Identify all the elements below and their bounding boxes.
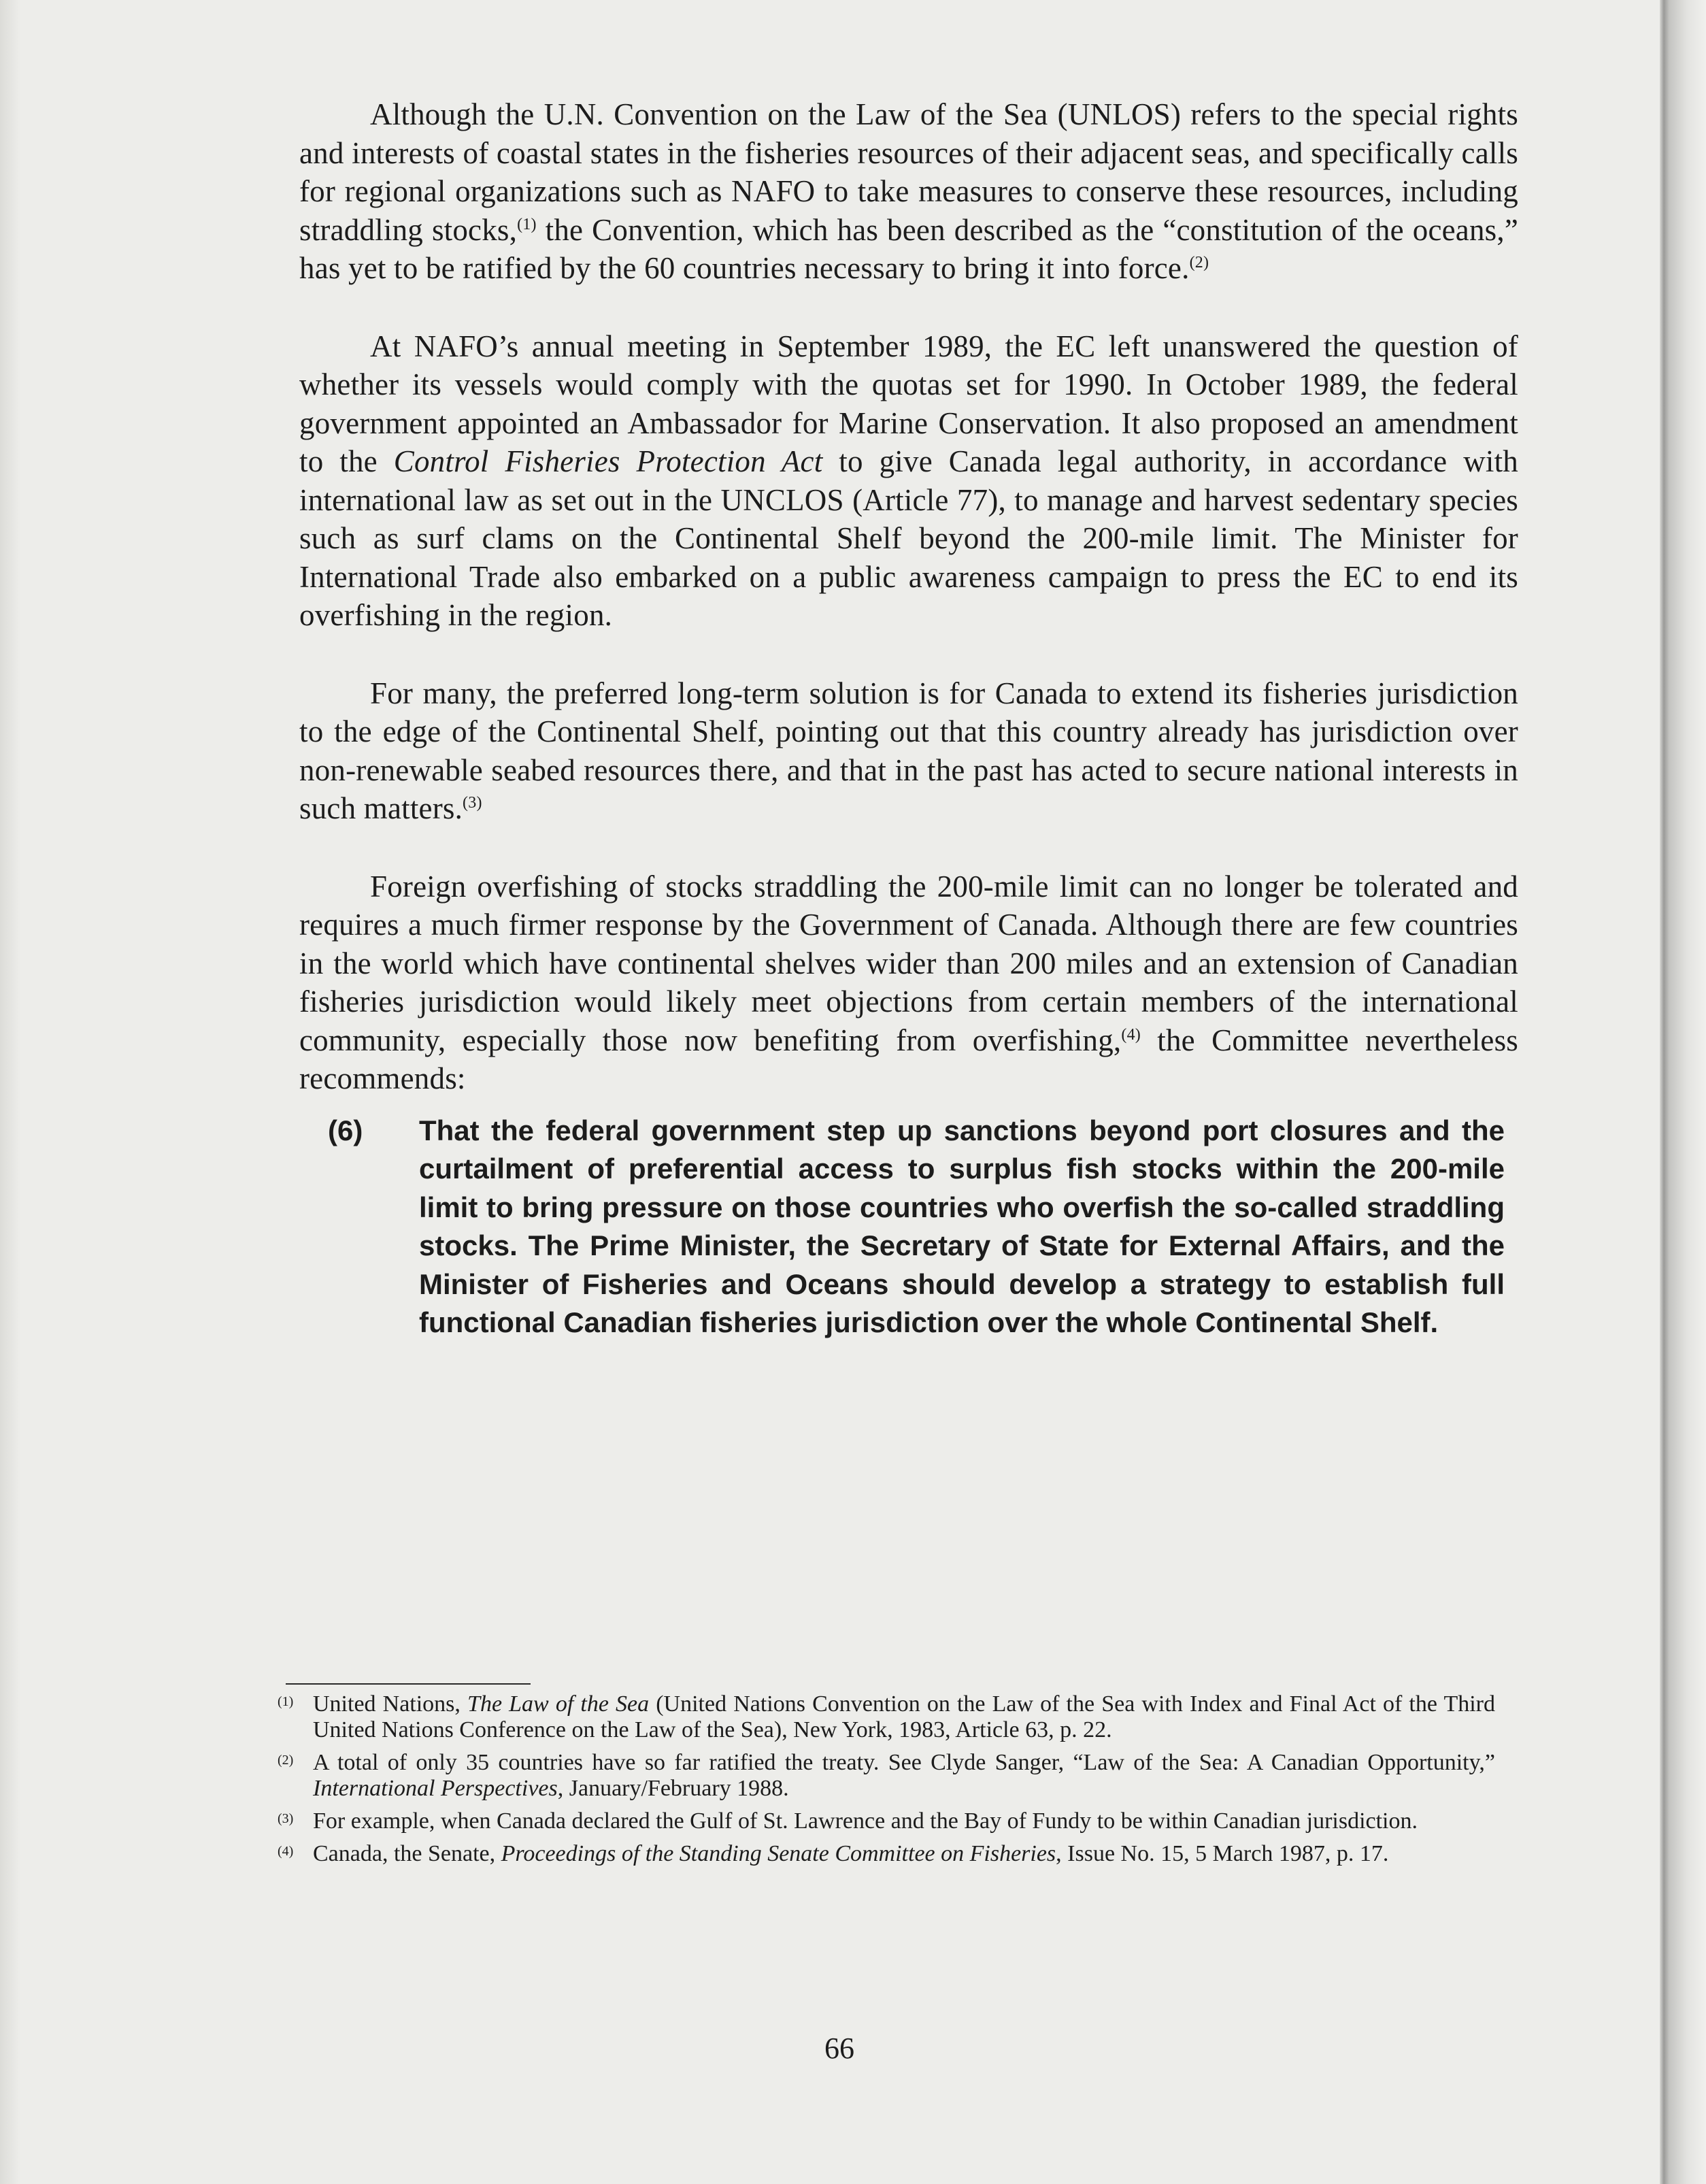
text-run: , Issue No. 15, 5 March 1987, p. 17.	[1056, 1841, 1389, 1866]
text-run: A total of only 35 countries have so far ratified the treaty. See Clyde Sanger, “Law of the Sea: A Canadian Opportunity,”	[313, 1750, 1495, 1775]
footnote-item	[278, 1691, 1495, 1743]
paragraph-unclos	[299, 95, 1518, 288]
text-run: For many, the preferred long-term solution is for Canada to extend its fisheries jurisdiction to the edge of the Continental Shelf, pointing out that this country already has jurisdiction over non-renewable seabed resources there, and that in the past has acted to secure national interests in such matters.	[299, 676, 1518, 825]
page-number	[0, 2031, 1706, 2066]
footnote-reference: (2)	[1189, 254, 1209, 271]
recommendation-text: That the federal government step up sanctions beyond port closures and the curtailment of preferential access to surplus fish stocks within the 200-mile limit to bring pressure on those countries who overfish the so-called straddling stocks. The Prime Minister, the Secretary of State for External Affairs, and the Minister of Fisheries and Oceans should develop a strategy to establish full functional Canadian fisheries jurisdiction over the whole Continental Shelf.	[419, 1114, 1505, 1338]
paragraph-foreign-overfishing	[299, 867, 1518, 1098]
text-run: United Nations,	[313, 1691, 468, 1717]
italic-title: The Law of the Sea	[467, 1691, 650, 1717]
page-edge	[1660, 0, 1706, 2184]
italic-title: Proceedings of the Standing Senate Committee on Fisheries	[501, 1841, 1056, 1866]
text-run: (United Nations Convention on the Law of the Sea with Index and Final Act of the Third United Nations Conference on the Law of the Sea), New York, 1983, Article 63, p. 22.	[313, 1691, 1495, 1742]
footnote-text	[313, 1841, 1495, 1867]
paragraph-nafo-meeting	[299, 327, 1518, 635]
page-gutter-shade	[0, 0, 20, 2184]
footnote-marker: (3)	[278, 1811, 294, 1826]
footnote-item	[278, 1841, 1495, 1867]
text-run: Canada, the Senate,	[313, 1841, 501, 1866]
text-run: the Committee nevertheless recommends:	[299, 1023, 1518, 1095]
text-run: For example, when Canada declared the Gulf of St. Lawrence and the Bay of Fundy to be within Canadian jurisdiction.	[313, 1808, 1418, 1834]
footnotes	[278, 1691, 1495, 1874]
italic-title: Control Fisheries Protection Act	[393, 444, 823, 478]
text-run: the Convention, which has been described as the “constitution of the oceans,” has yet to be ratified by the 60 countries necessary to bring it into force.	[299, 212, 1518, 285]
footnote-reference: (4)	[1121, 1025, 1141, 1044]
text-run: At NAFO’s annual meeting in September 1989, the EC left unanswered the question of whether its vessels would comply with the quotas set for 1990. In October 1989, the federal government appointed an Ambassador for Marine Conservation. It also proposed an amendment to the	[299, 329, 1518, 478]
text-run: Foreign overfishing of stocks straddling the 200-mile limit can no longer be tolerated and requires a much firmer response by the Government of Canada. Although there are few countries in the world which have continental shelves wider than 200 miles and an extension of Canadian fisheries jurisdiction would likely meet objections from certain members of the international community, especially those now benefiting from overfishing,	[299, 869, 1518, 1057]
footnote-item	[278, 1750, 1495, 1802]
footnote-text	[313, 1691, 1495, 1743]
italic-title: International Perspectives	[313, 1776, 558, 1801]
page-number-label: 66	[824, 2032, 854, 2065]
paragraph-long-term-solution	[299, 674, 1518, 828]
footnote-marker: (4)	[278, 1844, 294, 1859]
footnote-marker: (2)	[278, 1753, 294, 1768]
recommendation-6	[299, 1112, 1518, 1342]
footnote-reference: (1)	[517, 215, 537, 233]
recommendation-number: (6)	[328, 1114, 363, 1146]
text-run: , January/February 1988.	[557, 1776, 789, 1801]
footnote-divider	[286, 1683, 531, 1685]
text-run: to give Canada legal authority, in accordance with international law as set out in the UNCLOS (Article 77), to manage and harvest sedentary species such as surf clams on the Continental Shelf beyond the 200-mile limit. The Minister for International Trade also embarked on a public awareness campaign to press the EC to end its overfishing in the region.	[299, 444, 1519, 632]
footnote-marker: (1)	[278, 1694, 294, 1709]
footnote-reference: (3)	[463, 794, 482, 812]
body-text	[299, 95, 1518, 1342]
footnote-item	[278, 1808, 1495, 1834]
footnote-text	[313, 1750, 1495, 1802]
footnote-text	[313, 1808, 1495, 1834]
text-run: Although the U.N. Convention on the Law of the Sea (UNLOS) refers to the special rights and interests of coastal states in the fisheries resources of their adjacent seas, and specifically calls for regional organizations such as NAFO to take measures to conserve these resources, including straddling stocks,	[299, 97, 1518, 247]
